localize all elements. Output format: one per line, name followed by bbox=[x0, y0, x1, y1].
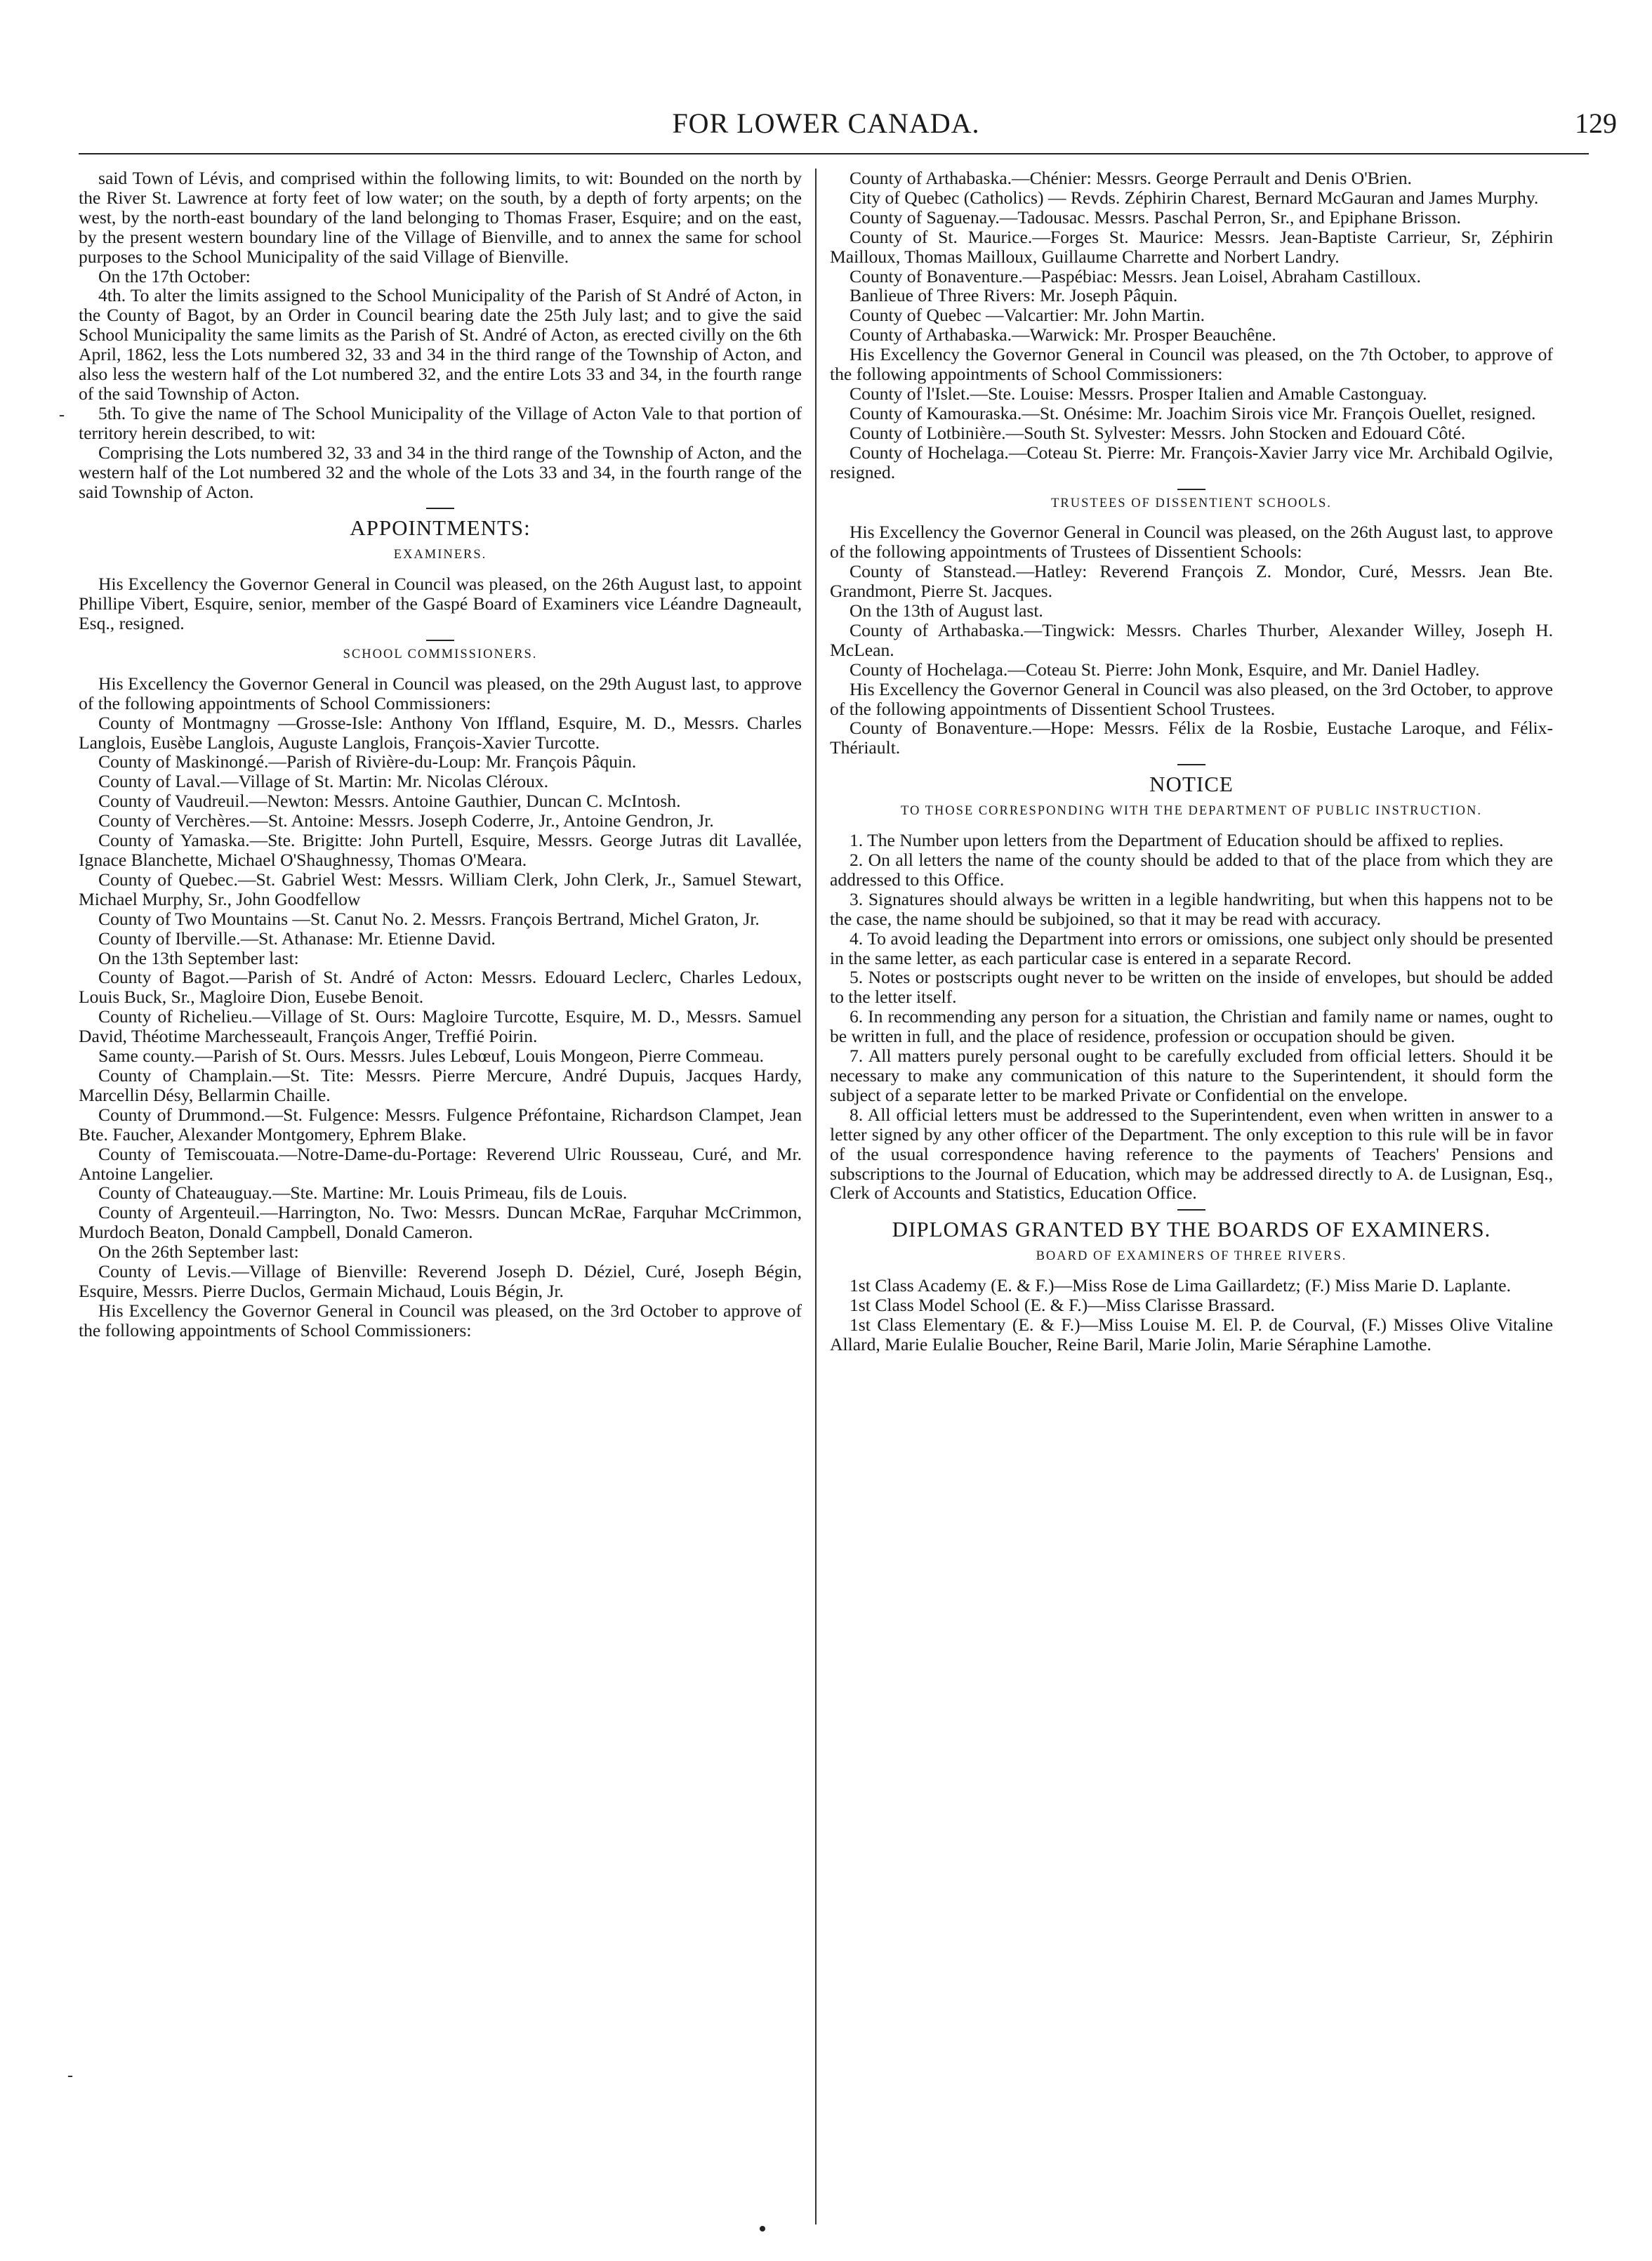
paragraph: County of Stanstead.—Hatley: Reverend François Z. Mondor, Curé, Messrs. Jean Bte. Grandmont, Pierre St. Jacques. bbox=[830, 561, 1553, 602]
paragraph: County of Laval.—Village of St. Martin: Mr. Nicolas Cléroux. bbox=[98, 771, 549, 792]
paragraph: County of Richelieu.—Village of St. Ours: Magloire Turcotte, Esquire, M. D., Messrs. Samuel David, Théotime Marchesseault, François Anger, Treffié Poirin. bbox=[79, 1006, 802, 1047]
paragraph: County of Chateauguay.—Ste. Martine: Mr. Louis Primeau, fils de Louis. bbox=[98, 1182, 628, 1204]
paragraph: County of Quebec.—St. Gabriel West: Messrs. William Clerk, John Clerk, Jr., Samuel Stewart, Michael Murphy, Sr., John Goodfellow bbox=[79, 869, 802, 909]
paragraph: County of Kamouraska.—St. Onésime: Mr. Joachim Sirois vice Mr. François Ouellet, resigned. bbox=[850, 402, 1536, 423]
paragraph: City of Quebec (Catholics) — Revds. Zéphirin Charest, Bernard McGauran and James Murphy. bbox=[850, 187, 1539, 208]
left-column bbox=[79, 169, 802, 1340]
section-heading: NOTICE bbox=[1149, 772, 1234, 797]
margin-mark: - bbox=[59, 406, 65, 424]
paragraph: His Excellency the Governor General in Council was pleased, on the 29th August last, to approve of the following appointments of School Commissioners: bbox=[79, 673, 802, 713]
paragraph: 2. On all letters the name of the county should be added to that of the place from which they are addressed to this Office. bbox=[830, 850, 1553, 890]
right-column bbox=[830, 169, 1553, 1354]
paragraph: His Excellency the Governor General in Council was also pleased, on the 3rd October, to approve of the following appointments of Dissentient School Trustees. bbox=[830, 678, 1553, 719]
paragraph: County of Drummond.—St. Fulgence: Messrs. Fulgence Préfontaine, Richardson Clampet, Jean Bte. Faucher, Alexander Montgomery, Ephrem Blake. bbox=[79, 1104, 802, 1145]
paragraph: Comprising the Lots numbered 32, 33 and 34 in the third range of the Township of Acton, and the western half of the Lot numbered 32 and the whole of the Lots 33 and 34, in the fourth range of the said Township of Acton. bbox=[79, 442, 802, 502]
paragraph: County of Levis.—Village of Bienville: Reverend Joseph D. Déziel, Curé, Joseph Bégin, Esquire, Messrs. Pierre Duclos, Germain Michaud, Louis Bégin, Jr. bbox=[79, 1261, 802, 1301]
paragraph: County of Maskinongé.—Parish of Rivière-du-Loup: Mr. François Pâquin. bbox=[98, 751, 637, 772]
paragraph: County of Champlain.—St. Tite: Messrs. Pierre Mercure, André Dupuis, Jacques Hardy, Marcellin Désy, Bellarmin Chaille. bbox=[79, 1064, 802, 1105]
section-heading: APPOINTMENTS: bbox=[350, 515, 531, 541]
subsection-heading: TRUSTEES OF DISSENTIENT SCHOOLS. bbox=[1051, 496, 1332, 510]
paragraph: County of Vaudreuil.—Newton: Messrs. Antoine Gauthier, Duncan C. McIntosh. bbox=[98, 791, 681, 812]
paragraph: County of Arthabaska.—Chénier: Messrs. George Perrault and Denis O'Brien. bbox=[850, 168, 1412, 188]
paragraph: County of Bonaventure.—Paspébiac: Messrs. Jean Loisel, Abraham Castilloux. bbox=[850, 265, 1421, 286]
paragraph: County of l'Islet.—Ste. Louise: Messrs. Prosper Italien and Amable Castonguay. bbox=[850, 383, 1427, 404]
paragraph: 1st Class Academy (E. & F.)—Miss Rose de Lima Gaillardetz; (F.) Miss Marie D. Laplante. bbox=[850, 1275, 1511, 1296]
paragraph: County of Argenteuil.—Harrington, No. Two: Messrs. Duncan McRae, Farquhar McCrimmon, Murdoch Beaton, Donald Campbell, Donald Cameron. bbox=[79, 1202, 802, 1243]
section-rule bbox=[426, 640, 454, 641]
paragraph: 3. Signatures should always be written in a legible handwriting, but when this happens not to be the case, the name should be subjoined, so that it may be read with accuracy. bbox=[830, 888, 1553, 929]
section-heading: DIPLOMAS GRANTED BY THE BOARDS OF EXAMINERS. bbox=[892, 1217, 1491, 1242]
paragraph: 1st Class Elementary (E. & F.)—Miss Louise M. El. P. de Courval, (F.) Misses Olive Vitaline Allard, Marie Eulalie Boucher, Reine Baril, Marie Jolin, Marie Séraphine Lamothe. bbox=[830, 1314, 1553, 1354]
paragraph: Banlieue of Three Rivers: Mr. Joseph Pâquin. bbox=[850, 285, 1178, 306]
paragraph: 1. The Number upon letters from the Department of Education should be affixed to replies. bbox=[850, 830, 1504, 851]
paragraph: County of Hochelaga.—Coteau St. Pierre: Mr. François-Xavier Jarry vice Mr. Archibald Ogilvie, resigned. bbox=[830, 442, 1553, 482]
paragraph: County of Temiscouata.—Notre-Dame-du-Portage: Reverend Ulric Rousseau, Curé, and Mr. Antoine Langelier. bbox=[79, 1143, 802, 1184]
section-rule bbox=[1177, 489, 1205, 490]
paragraph: On the 13th of August last. bbox=[850, 600, 1043, 621]
paragraph: said Town of Lévis, and comprised within the following limits, to wit: Bounded on the north by the River St. Lawrence at forty feet of low water; on the south, by a depth of forty arpents; on the west, by the north-east boundary of the land belonging to Thomas Fraser, Esquire; and on the east, by the present western boundary line of the Village of Bienville, and to annex the same for school purposes to the School Municipality of the said Village of Bienville. bbox=[79, 168, 802, 267]
paragraph: On the 13th September last: bbox=[98, 947, 299, 968]
section-rule bbox=[1177, 764, 1205, 765]
paragraph: On the 17th October: bbox=[98, 265, 251, 286]
column-divider bbox=[815, 169, 817, 2224]
margin-mark: - bbox=[67, 2066, 73, 2085]
paragraph: County of Two Mountains —St. Canut No. 2. Messrs. François Bertrand, Michel Graton, Jr. bbox=[98, 908, 760, 929]
paragraph: County of Iberville.—St. Athanase: Mr. Etienne David. bbox=[98, 928, 496, 949]
paragraph: County of Lotbinière.—South St. Sylvester: Messrs. John Stocken and Edouard Côté. bbox=[850, 422, 1466, 443]
header-rule bbox=[79, 153, 1589, 154]
paragraph: 4. To avoid leading the Department into errors or omissions, one subject only should be presented in the same letter, as each particular case is entered in a separate Record. bbox=[830, 928, 1553, 968]
paragraph: On the 26th September last: bbox=[98, 1241, 299, 1263]
page-number: 129 bbox=[1575, 107, 1617, 139]
paragraph: 6. In recommending any person for a situation, the Christian and family name or names, ought to be written in full, and the place of residence, profession or occupation should be given. bbox=[830, 1006, 1553, 1047]
running-title: FOR LOWER CANADA. bbox=[672, 107, 980, 139]
paragraph: County of Saguenay.—Tadousac. Messrs. Paschal Perron, Sr., and Epiphane Brisson. bbox=[850, 206, 1461, 228]
paragraph: County of Arthabaska.—Warwick: Mr. Prosper Beauchêne. bbox=[850, 324, 1276, 345]
paragraph: County of Arthabaska.—Tingwick: Messrs. Charles Thurber, Alexander Willey, Joseph H. McLean. bbox=[830, 619, 1553, 660]
paragraph: County of St. Maurice.—Forges St. Maurice: Messrs. Jean-Baptiste Carrieur, Sr, Zéphirin Mailloux, Thomas Mailloux, Guillaume Charrette and Norbert Landry. bbox=[830, 226, 1553, 267]
paragraph: Same county.—Parish of St. Ours. Messrs. Jules Lebœuf, Louis Mongeon, Pierre Commeau. bbox=[98, 1046, 765, 1067]
paragraph: County of Hochelaga.—Coteau St. Pierre: John Monk, Esquire, and Mr. Daniel Hadley. bbox=[850, 659, 1480, 680]
paragraph: 5. Notes or postscripts ought never to be written on the inside of envelopes, but should be added to the letter itself. bbox=[830, 967, 1553, 1008]
subsection-heading: BOARD OF EXAMINERS OF THREE RIVERS. bbox=[1036, 1249, 1347, 1264]
paragraph: County of Bagot.—Parish of St. André of Acton: Messrs. Edouard Leclerc, Charles Ledoux, Louis Buck, Sr., Magloire Dion, Eusebe Benoit. bbox=[79, 967, 802, 1008]
paragraph: His Excellency the Governor General in Council was pleased, on the 3rd October to approve of the following appointments of School Commissioners: bbox=[79, 1300, 802, 1340]
paragraph: County of Montmagny —Grosse-Isle: Anthony Von Iffland, Esquire, M. D., Messrs. Charles Langlois, Eusèbe Langlois, Auguste Langlois, François-Xavier Turcotte. bbox=[79, 712, 802, 753]
paragraph: County of Yamaska.—Ste. Brigitte: John Purtell, Esquire, Messrs. George Jutras dit Lavallée, Ignace Blanchette, Michael O'Shaughnessy, Thomas O'Meara. bbox=[79, 830, 802, 870]
section-rule bbox=[1177, 1209, 1205, 1211]
subsection-heading: EXAMINERS. bbox=[393, 548, 487, 562]
printer-dot bbox=[760, 2226, 765, 2232]
paragraph: 1st Class Model School (E. & F.)—Miss Clarisse Brassard. bbox=[850, 1295, 1275, 1316]
paragraph: His Excellency the Governor General in Council was pleased, on the 26th August last, to appoint Phillipe Vibert, Esquire, senior, member of the Gaspé Board of Examiners vice Léandre Dagneault, Esq., resigned. bbox=[79, 574, 802, 634]
paragraph: 7. All matters purely personal ought to be carefully excluded from official letters. Should it be necessary to make any communication of this nature to the Superintendent, it should form the subject of a separate letter to be marked Private or Confidential on the envelope. bbox=[830, 1046, 1553, 1105]
paragraph: 5th. To give the name of The School Municipality of the Village of Acton Vale to that portion of territory herein described, to wit: bbox=[79, 402, 802, 443]
subsection-heading: SCHOOL COMMISSIONERS. bbox=[343, 647, 538, 661]
section-rule bbox=[426, 508, 454, 509]
paragraph: 8. All official letters must be addressed to the Superintendent, even when written in answer to a letter signed by any other officer of the Department. The only exception to this rule will be in favor of the usual correspondence having reference to the payments of Teachers' Pensions and subscriptions to the Journal of Education, which may be addressed directly to A. de Lusignan, Esq., Clerk of Accounts and Statistics, Education Office. bbox=[830, 1104, 1553, 1204]
paragraph: 4th. To alter the limits assigned to the School Municipality of the Parish of St André of Acton, in the County of Bagot, by an Order in Council bearing date the 25th July last; and to give the said School Municipality the same limits as the Parish of St. André of Acton, as erected civilly on the 6th April, 1862, less the Lots numbered 32, 33 and 34 in the third range of the Township of Acton, and also less the western half of the Lot numbered 32, and the entire Lots 33 and 34, in the fourth range of the said Township of Acton. bbox=[79, 285, 802, 404]
subsection-heading: TO THOSE CORRESPONDING WITH THE DEPARTMENT OF PUBLIC INSTRUCTION. bbox=[900, 804, 1482, 819]
paragraph: His Excellency the Governor General in Council was pleased, on the 7th October, to approve of the following appointments of School Commissioners: bbox=[830, 344, 1553, 385]
paragraph: His Excellency the Governor General in Council was pleased, on the 26th August last, to approve of the following appointments of Trustees of Dissentient Schools: bbox=[830, 522, 1553, 562]
paragraph: County of Verchères.—St. Antoine: Messrs. Joseph Coderre, Jr., Antoine Gendron, Jr. bbox=[98, 810, 714, 831]
paragraph: County of Quebec —Valcartier: Mr. John Martin. bbox=[850, 305, 1205, 326]
paragraph: County of Bonaventure.—Hope: Messrs. Félix de la Rosbie, Eustache Laroque, and Félix-Thériault. bbox=[830, 718, 1553, 758]
